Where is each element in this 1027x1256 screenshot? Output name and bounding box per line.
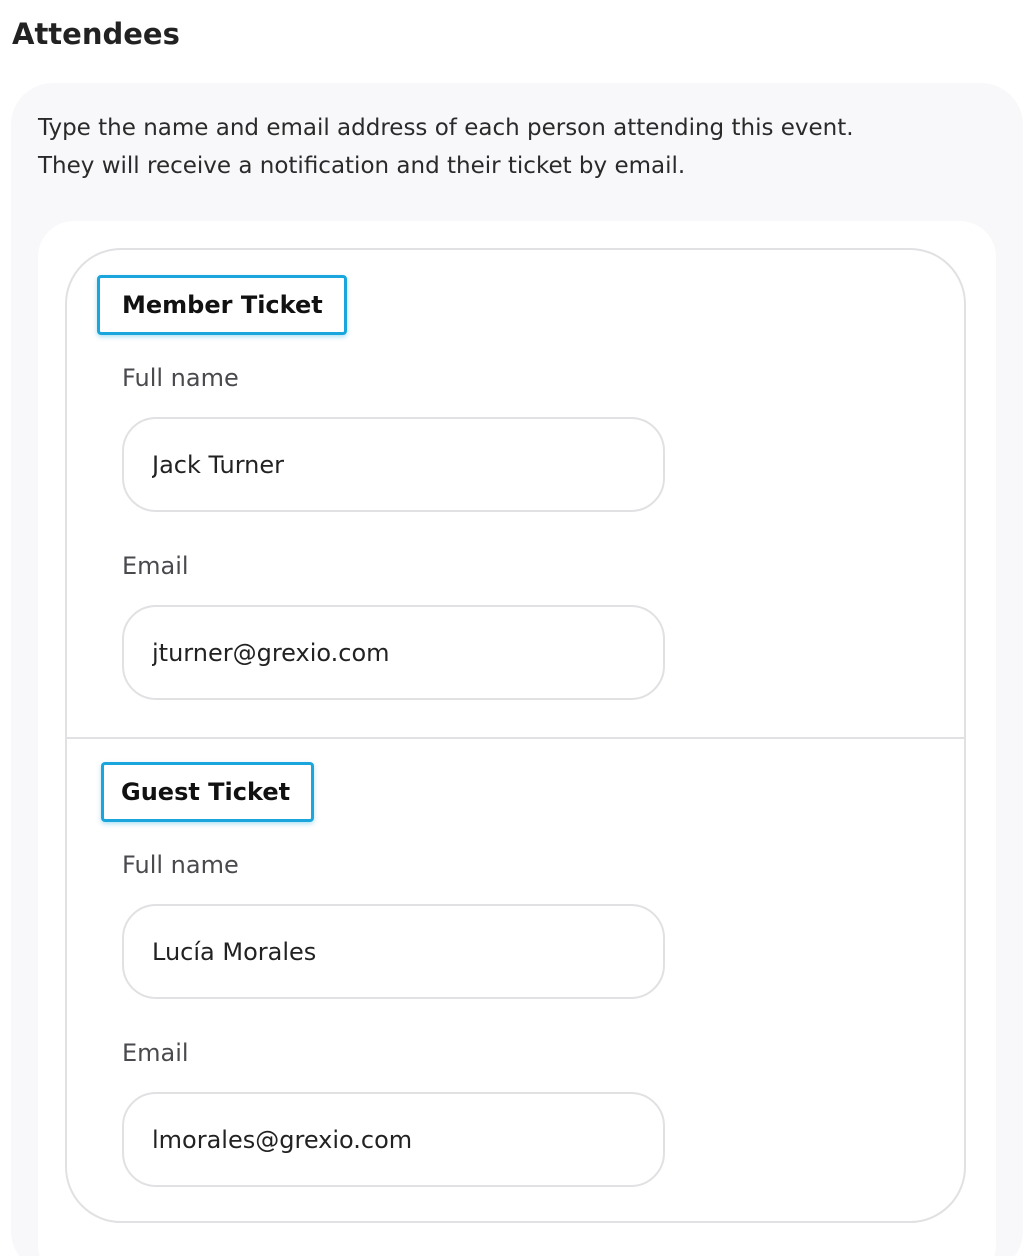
email-label: Email [122, 552, 189, 580]
email-label: Email [122, 1039, 189, 1067]
tickets-list [65, 248, 966, 1223]
full-name-input[interactable] [122, 904, 665, 999]
intro-line-1: Type the name and email address of each person attending this event. [38, 115, 854, 141]
intro-text [38, 109, 998, 185]
ticket-guest [67, 737, 964, 1223]
attendees-panel [11, 83, 1023, 1256]
section-title: Attendees [12, 17, 180, 51]
ticket-type-label: Guest Ticket [101, 762, 314, 822]
ticket-member [67, 250, 964, 739]
full-name-label: Full name [122, 364, 239, 392]
email-input[interactable] [122, 605, 665, 700]
tickets-card [38, 221, 996, 1256]
email-input[interactable] [122, 1092, 665, 1187]
full-name-input[interactable] [122, 417, 665, 512]
full-name-label: Full name [122, 851, 239, 879]
intro-line-2: They will receive a notification and their ticket by email. [38, 153, 686, 179]
ticket-type-label: Member Ticket [97, 275, 347, 335]
